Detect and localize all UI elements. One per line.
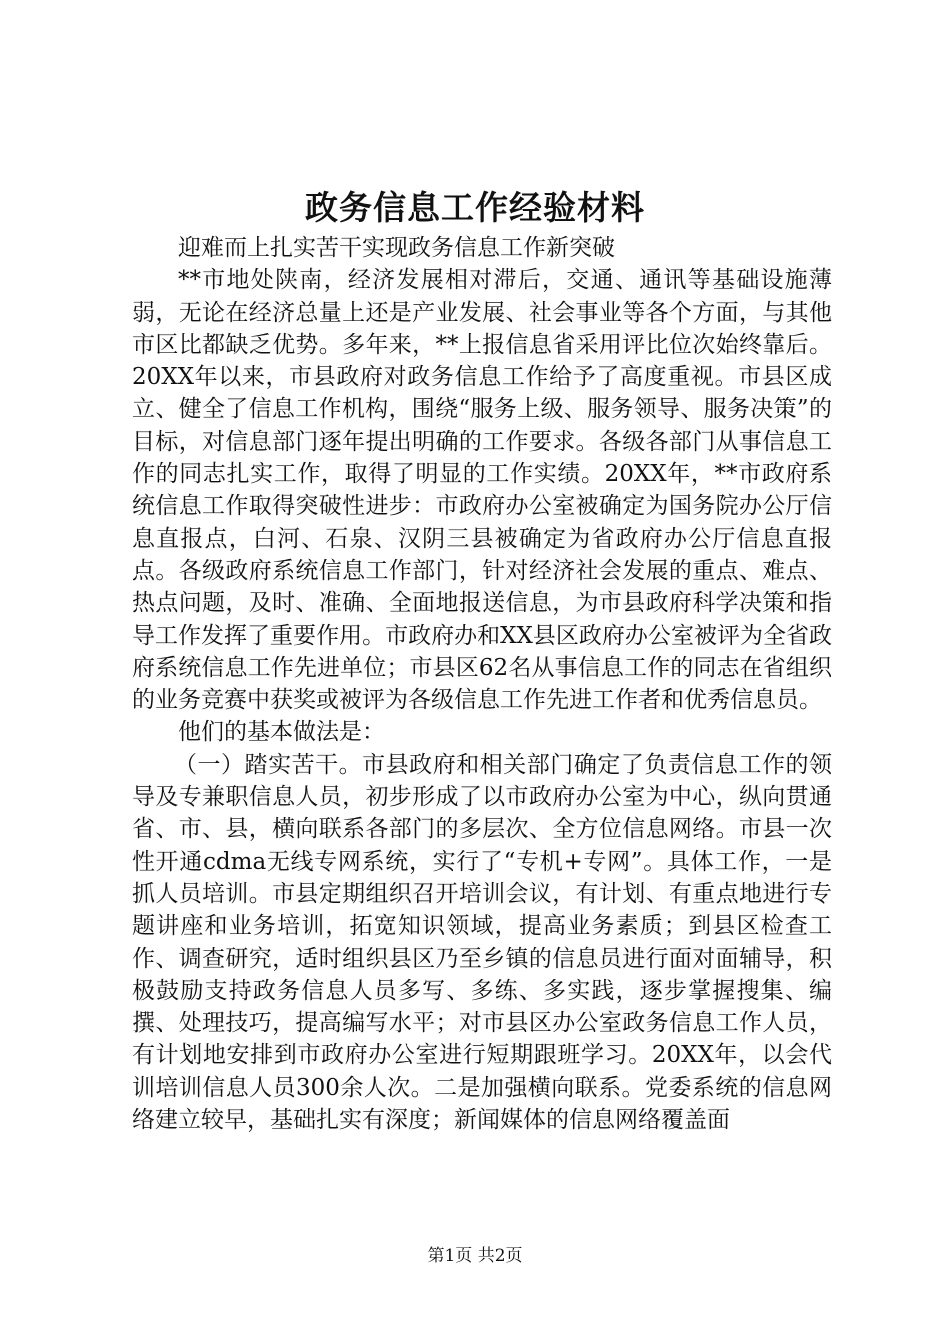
document-title: 政务信息工作经验材料 <box>305 188 645 227</box>
section-one-paragraph: （一）踏实苦干。市县政府和相关部门确定了负责信息工作的领导及专兼职信息人员，初步形成了以市政府办公室为中心，纵向贯通省、市、县，横向联系各部门的多层次、全方位信息网络。市县一次性开通cdma无线专网系统，实行了“专机+专网”。具体工作，一是抓人员培训。市县定期组织召开培训会议，有计划、有重点地进行专题讲座和业务培训，拓宽知识领域，提高业务素质；到县区检查工作、调查研究，适时组织县区乃至乡镇的信息员进行面对面辅导，积极鼓励支持政务信息人员多写、多练、多实践，逐步掌握搜集、编撰、处理技巧，提高编写水平；对市县区办公室政务信息工作人员，有计划地安排到市政府办公室进行短期跟班学习。20XX年，以会代训培训信息人员300余人次。二是加强横向联系。党委系统的信息网络建立较早，基础扎实有深度；新闻媒体的信息网络覆盖面 <box>132 751 832 1134</box>
method-lead-paragraph: 他们的基本做法是： <box>178 719 385 746</box>
document-body <box>132 232 832 1136</box>
subtitle-paragraph: 迎难而上扎实苦干实现政务信息工作新突破 <box>178 235 615 261</box>
page-number-footer: 第1页 共2页 <box>427 1246 523 1266</box>
intro-paragraph: **市地处陕南，经济发展相对滞后，交通、通讯等基础设施薄弱，无论在经济总量上还是产业发展、社会事业等各个方面，与其他市区比都缺乏优势。多年来，**上报信息省采用评比位次始终靠后。20XX年以来，市县政府对政务信息工作给予了高度重视。市县区成立、健全了信息工作机构，围绕“服务上级、服务领导、服务决策”的目标，对信息部门逐年提出明确的工作要求。各级各部门从事信息工作的同志扎实工作，取得了明显的工作实绩。20XX年，**市政府系统信息工作取得突破性进步：市政府办公室被确定为国务院办公厅信息直报点，白河、石泉、汉阴三县被确定为省政府办公厅信息直报点。各级政府系统信息工作部门，针对经济社会发展的重点、难点、热点问题，及时、准确、全面地报送信息，为市县政府科学决策和指导工作发挥了重要作用。市政府办和XX县区政府办公室被评为全省政府系统信息工作先进单位；市县区62名从事信息工作的同志在省组织的业务竞赛中获奖或被评为各级信息工作先进工作者和优秀信息员。 <box>132 267 832 714</box>
